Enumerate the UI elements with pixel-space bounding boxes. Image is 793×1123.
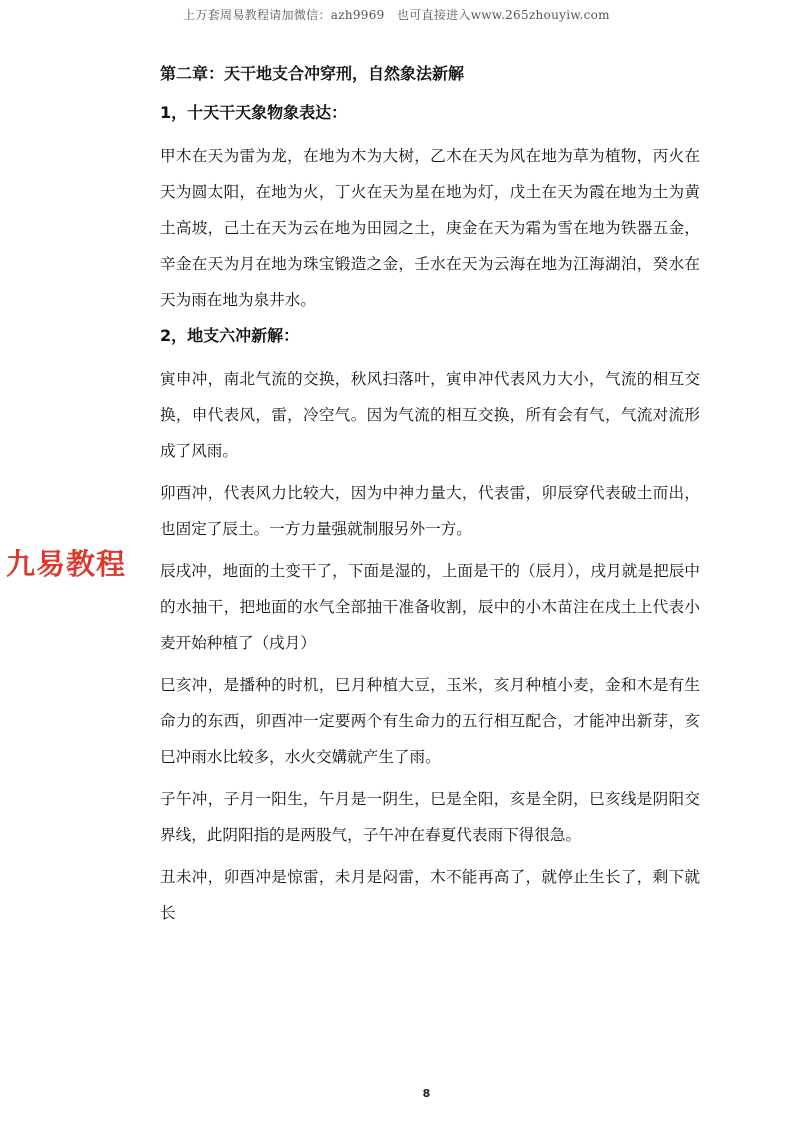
- paragraph-mao-you: 卯酉冲，代表风力比较大，因为中神力量大，代表雷，卯辰穿代表破土而出，也固定了辰土。一方力量强就制服另外一方。: [160, 484, 700, 538]
- watermark-logo: 九易教程: [6, 547, 127, 581]
- section-title-2: 2，地支六冲新解：: [160, 326, 300, 345]
- paragraph-tiangan: 甲木在天为雷为龙，在地为木为大树，乙木在天为风在地为草为植物，丙火在天为圆太阳，在地为火，丁火在天为星在地为灯，戊土在天为霞在地为土为黄土高坡，己土在天为云在地为田园之土，庚金在天为霜为雪在地为铁器五金，辛金在天为月在地为珠宝锻造之金，壬水在天为云海在地为江海湖泊，癸水在天为雨在地为泉井水。: [160, 147, 700, 309]
- paragraph-chen-xu: 辰戌冲，地面的土变干了，下面是湿的，上面是干的（辰月），戌月就是把辰中的水抽干，把地面的水气全部抽干准备收割，辰中的小木苗注在戌土上代表小麦开始种植了（戌月）: [160, 562, 700, 652]
- header-note: 上万套周易教程请加微信：azh9969 也可直接进入www.265zhouyiw.com: [183, 8, 610, 22]
- paragraph-si-hai: 巳亥冲，是播种的时机，巳月种植大豆，玉米，亥月种植小麦，金和木是有生命力的东西，卯酉冲一定要两个有生命力的五行相互配合，才能冲出新芽，亥巳冲雨水比较多，水火交媾就产生了雨。: [160, 676, 700, 766]
- section-title-1: 1，十天干天象物象表达：: [160, 103, 348, 122]
- paragraph-yin-shen: 寅申冲，南北气流的交换，秋风扫落叶，寅申冲代表风力大小，气流的相互交换，申代表风，雷，冷空气。因为气流的相互交换，所有会有气，气流对流形成了风雨。: [160, 370, 700, 460]
- paragraph-chou-wei: 丑未冲，卯酉冲是惊雷，未月是闷雷，木不能再高了，就停止生长了，剩下就长: [160, 868, 700, 922]
- chapter-title: 第二章：天干地支合冲穿刑，自然象法新解: [160, 64, 465, 83]
- paragraph-zi-wu: 子午冲，子月一阳生，午月是一阴生，巳是全阳，亥是全阴，巳亥线是阴阳交界线，此阴阳指的是两股气，子午冲在春夏代表雨下得很急。: [160, 790, 700, 844]
- document-body: [160, 62, 700, 937]
- page-number: 8: [422, 1087, 431, 1100]
